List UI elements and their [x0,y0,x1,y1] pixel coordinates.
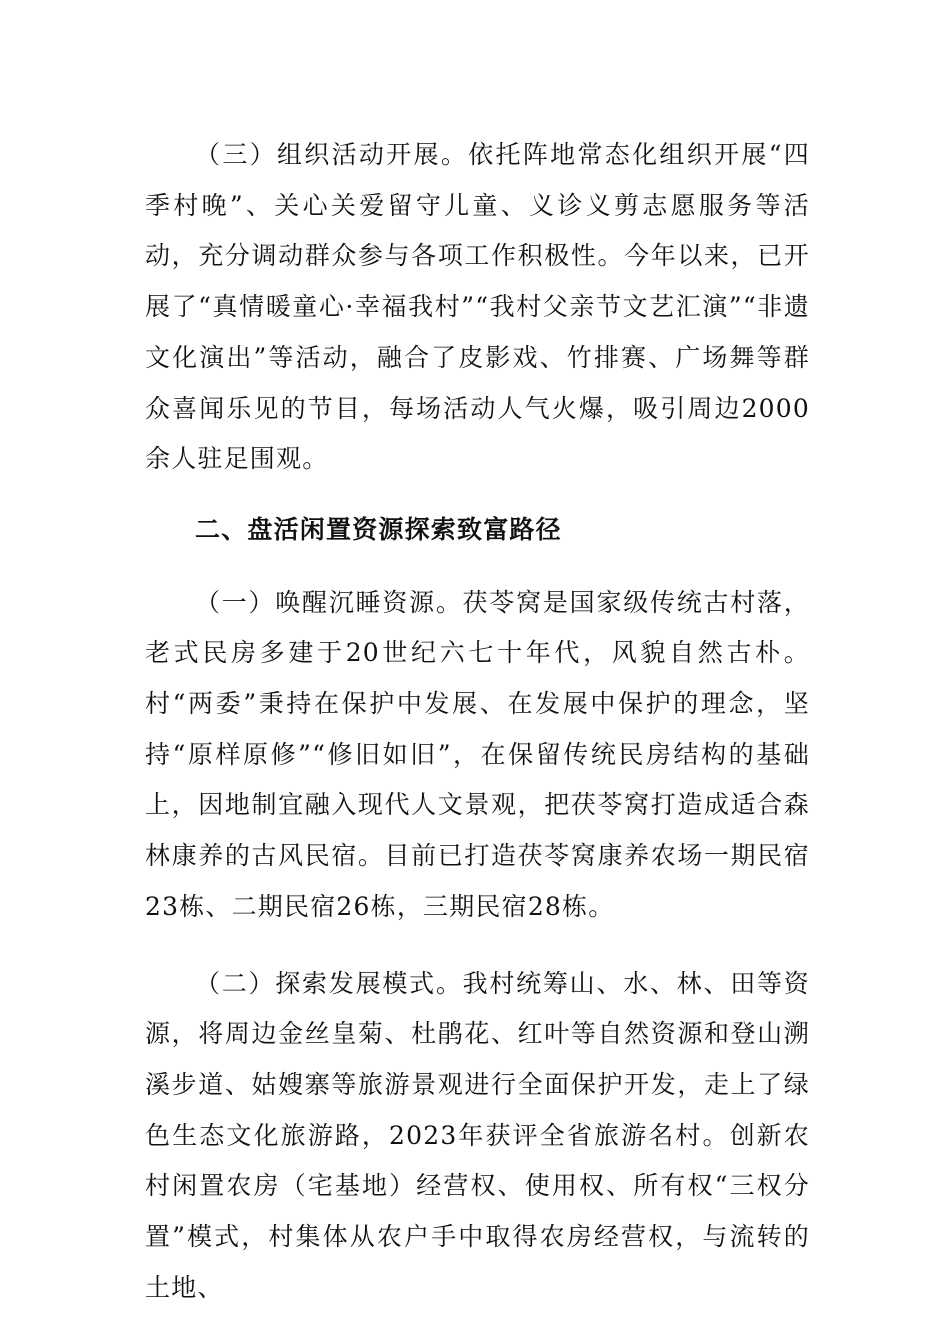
paragraph-explore-model: （二）探索发展模式。我村统筹山、水、林、田等资源，将周边金丝皇菊、杜鹃花、红叶等自然资源和登山溯溪步道、姑嫂寨等旅游景观进行全面保护开发，走上了绿色生态文化旅游路，2023年获评全省旅游名村。创新农村闲置农房（宅基地）经营权、使用权、所有权“三权分置”模式，村集体从农户手中取得农房经营权，与流转的土地、 [145,968,810,1302]
section-heading: 二、盘活闲置资源探索致富路径 [195,514,562,544]
paragraph-awaken-resources: （一）唤醒沉睡资源。茯苓窝是国家级传统古村落，老式民房多建于20世纪六七十年代，风貌自然古朴。村“两委”秉持在保护中发展、在发展中保护的理念，坚持“原样原修”“修旧如旧”，在保留传统民房结构的基础上，因地制宜融入现代人文景观，把茯苓窝打造成适合森林康养的古风民宿。目前已打造茯苓窝康养农场一期民宿23栋、二期民宿26栋，三期民宿28栋。 [145,587,810,921]
paragraph-organize-activities: （三）组织活动开展。依托阵地常态化组织开展“四季村晚”、关心关爱留守儿童、义诊义剪志愿服务等活动，充分调动群众参与各项工作积极性。今年以来，已开展了“真情暖童心·幸福我村”“我村父亲节文艺汇演”“非遗文化演出”等活动，融合了皮影戏、竹排赛、广场舞等群众喜闻乐见的节目，每场活动人气火爆，吸引周边2000余人驻足围观。 [145,140,810,474]
document-body [145,130,810,1313]
